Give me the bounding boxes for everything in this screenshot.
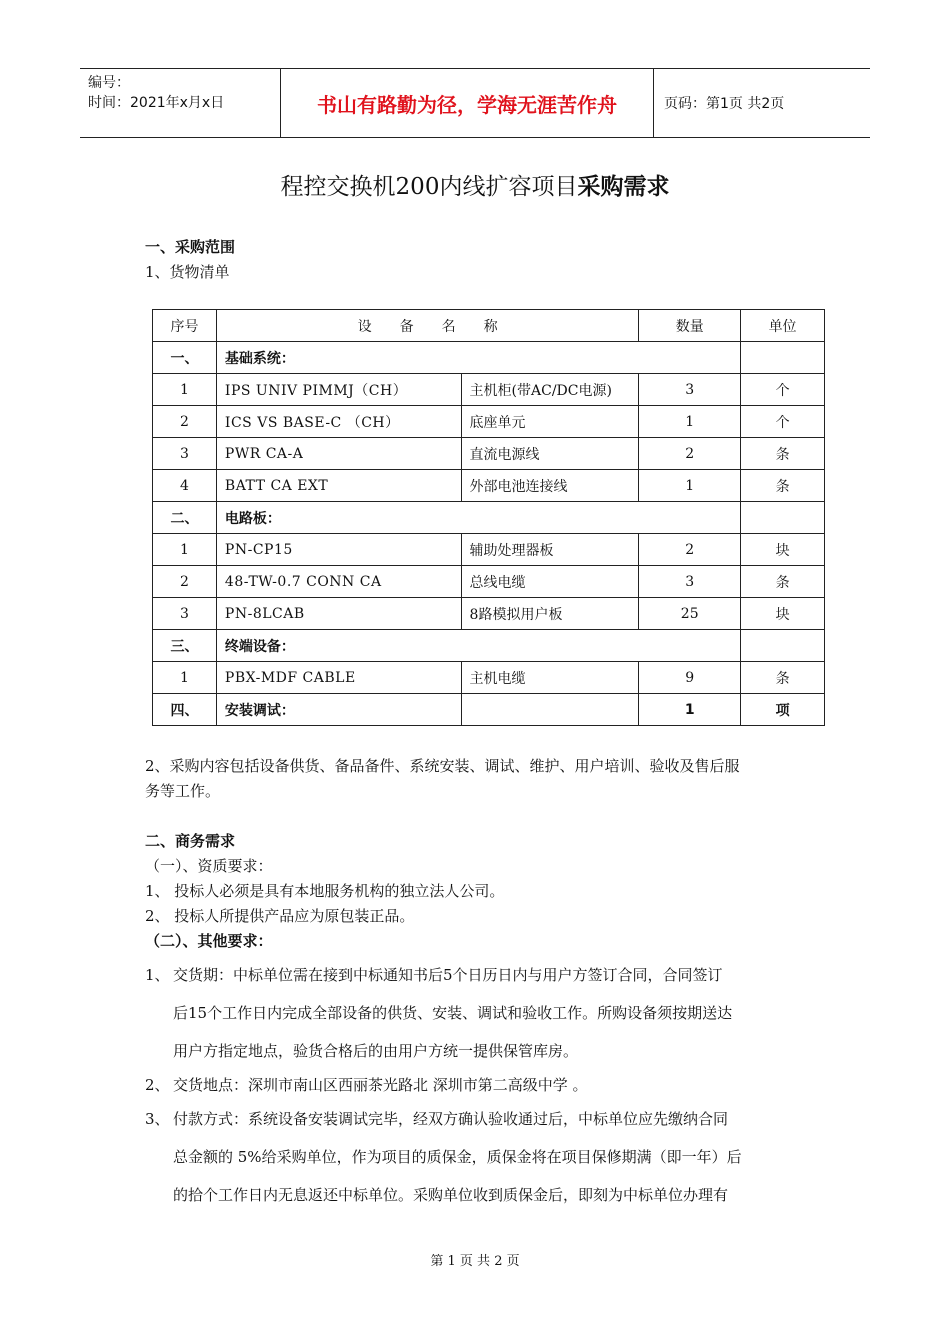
row-model: ICS VS BASE-C （CH） (216, 406, 461, 438)
row-no: 3 (153, 438, 217, 470)
group-no: 一、 (153, 342, 217, 374)
item3-number: 3、 (145, 1110, 170, 1128)
table-row (153, 534, 825, 566)
row-desc: 底座单元 (461, 406, 639, 438)
group-row (153, 502, 825, 534)
table-row (153, 374, 825, 406)
row-no: 1 (153, 374, 217, 406)
scope-note-line2: 务等工作。 (145, 782, 221, 800)
scope-note-line1: 2、采购内容包括设备供货、备品备件、系统安装、调试、维护、用户培训、验收及售后服 (145, 757, 740, 775)
item2-line1: 交货地点：深圳市南山区西丽茶光路北 深圳市第二高级中学 。 (173, 1076, 588, 1094)
row-qty: 3 (639, 374, 741, 406)
col-qty: 数量 (639, 310, 741, 342)
row-desc: 辅助处理器板 (461, 534, 639, 566)
row-model: PN-CP15 (216, 534, 461, 566)
row-qty: 9 (639, 662, 741, 694)
row-model: IPS UNIV PIMMJ（CH） (216, 374, 461, 406)
row-no: 2 (153, 406, 217, 438)
page-header (80, 68, 870, 138)
row-desc: 总线电缆 (461, 566, 639, 598)
row-qty: 2 (639, 438, 741, 470)
row-model: BATT CA EXT (216, 470, 461, 502)
empty-cell (741, 502, 825, 534)
row-no: 3 (153, 598, 217, 630)
header-motto: 书山有路勤为径，学海无涯苦作舟 (280, 69, 654, 137)
row-desc: 8路模拟用户板 (461, 598, 639, 630)
empty-cell (461, 694, 639, 726)
col-no: 序号 (153, 310, 217, 342)
table-row (153, 662, 825, 694)
table-header-row (153, 310, 825, 342)
row-desc: 外部电池连接线 (461, 470, 639, 502)
title-bold: 采购需求 (577, 174, 670, 200)
row-qty: 1 (639, 694, 741, 726)
empty-cell (741, 630, 825, 662)
row-unit: 条 (741, 470, 825, 502)
row-qty: 1 (639, 406, 741, 438)
row-no: 1 (153, 662, 217, 694)
group-title: 终端设备： (216, 630, 740, 662)
item3-line3: 的拾个工作日内无息返还中标单位。采购单位收到质保金后，即刻为中标单位办理有 (173, 1186, 729, 1204)
row-desc: 主机柜(带AC/DC电源) (461, 374, 639, 406)
item2-number: 2、 (145, 1076, 170, 1094)
table-row (153, 438, 825, 470)
item3-line1: 付款方式：系统设备安装调试完毕，经双方确认验收通过后，中标单位应先缴纳合同 (173, 1110, 729, 1128)
section2-heading: 二、商务需求 (145, 832, 236, 850)
row-unit: 项 (741, 694, 825, 726)
group-no: 三、 (153, 630, 217, 662)
item1-number: 1、 (145, 966, 170, 984)
group-title: 安装调试： (216, 694, 461, 726)
col-name: 设 备 名 称 (216, 310, 638, 342)
qualification-item-2: 2、 投标人所提供产品应为原包装正品。 (145, 907, 415, 925)
item1-line2: 后15个工作日内完成全部设备的供货、安装、调试和验收工作。所购设备须按期送达 (173, 1004, 733, 1022)
group-row (153, 694, 825, 726)
row-desc: 直流电源线 (461, 438, 639, 470)
document-title (0, 168, 950, 201)
header-meta (88, 73, 278, 113)
qualification-item-1: 1、 投标人必须是具有本地服务机构的独立法人公司。 (145, 882, 505, 900)
empty-cell (741, 342, 825, 374)
row-no: 1 (153, 534, 217, 566)
row-unit: 块 (741, 534, 825, 566)
row-qty: 25 (639, 598, 741, 630)
number-label: 编号： (88, 75, 130, 91)
row-model: PN-8LCAB (216, 598, 461, 630)
row-unit: 条 (741, 662, 825, 694)
row-desc: 主机电缆 (461, 662, 639, 694)
other-requirements-title: （二）、其他要求： (145, 932, 273, 950)
row-unit: 个 (741, 374, 825, 406)
item1-line1: 交货期：中标单位需在接到中标通知书后5个日历日内与用户方签订合同，合同签订 (173, 966, 723, 984)
goods-table (152, 309, 825, 726)
qualification-title: （一）、资质要求： (145, 857, 273, 875)
row-unit: 条 (741, 566, 825, 598)
row-model: 48-TW-0.7 CONN CA (216, 566, 461, 598)
time-label: 时间：2021年x月x日 (88, 95, 225, 111)
row-model: PWR CA-A (216, 438, 461, 470)
table-row (153, 470, 825, 502)
group-row (153, 630, 825, 662)
row-unit: 个 (741, 406, 825, 438)
table-row (153, 598, 825, 630)
table-row (153, 566, 825, 598)
row-no: 2 (153, 566, 217, 598)
section1-heading: 一、采购范围 (145, 238, 236, 256)
table-row (153, 406, 825, 438)
group-title: 基础系统： (216, 342, 740, 374)
row-qty: 2 (639, 534, 741, 566)
row-qty: 3 (639, 566, 741, 598)
row-unit: 块 (741, 598, 825, 630)
row-no: 4 (153, 470, 217, 502)
item3-line2: 总金额的 5%给采购单位，作为项目的质保金，质保金将在项目保修期满（即一年）后 (173, 1148, 742, 1166)
page-footer: 第 1 页 共 2 页 (430, 1254, 520, 1269)
row-model: PBX-MDF CABLE (216, 662, 461, 694)
item1-line3: 用户方指定地点，验货合格后的由用户方统一提供保管库房。 (173, 1042, 579, 1060)
row-unit: 条 (741, 438, 825, 470)
title-main: 程控交换机200内线扩容项目 (280, 174, 578, 200)
section1-sub: 1、货物清单 (145, 263, 230, 281)
col-unit: 单位 (741, 310, 825, 342)
group-no: 四、 (153, 694, 217, 726)
group-row (153, 342, 825, 374)
group-title: 电路板： (216, 502, 740, 534)
header-page-label: 页码：第1页 共2页 (664, 96, 785, 112)
group-no: 二、 (153, 502, 217, 534)
row-qty: 1 (639, 470, 741, 502)
